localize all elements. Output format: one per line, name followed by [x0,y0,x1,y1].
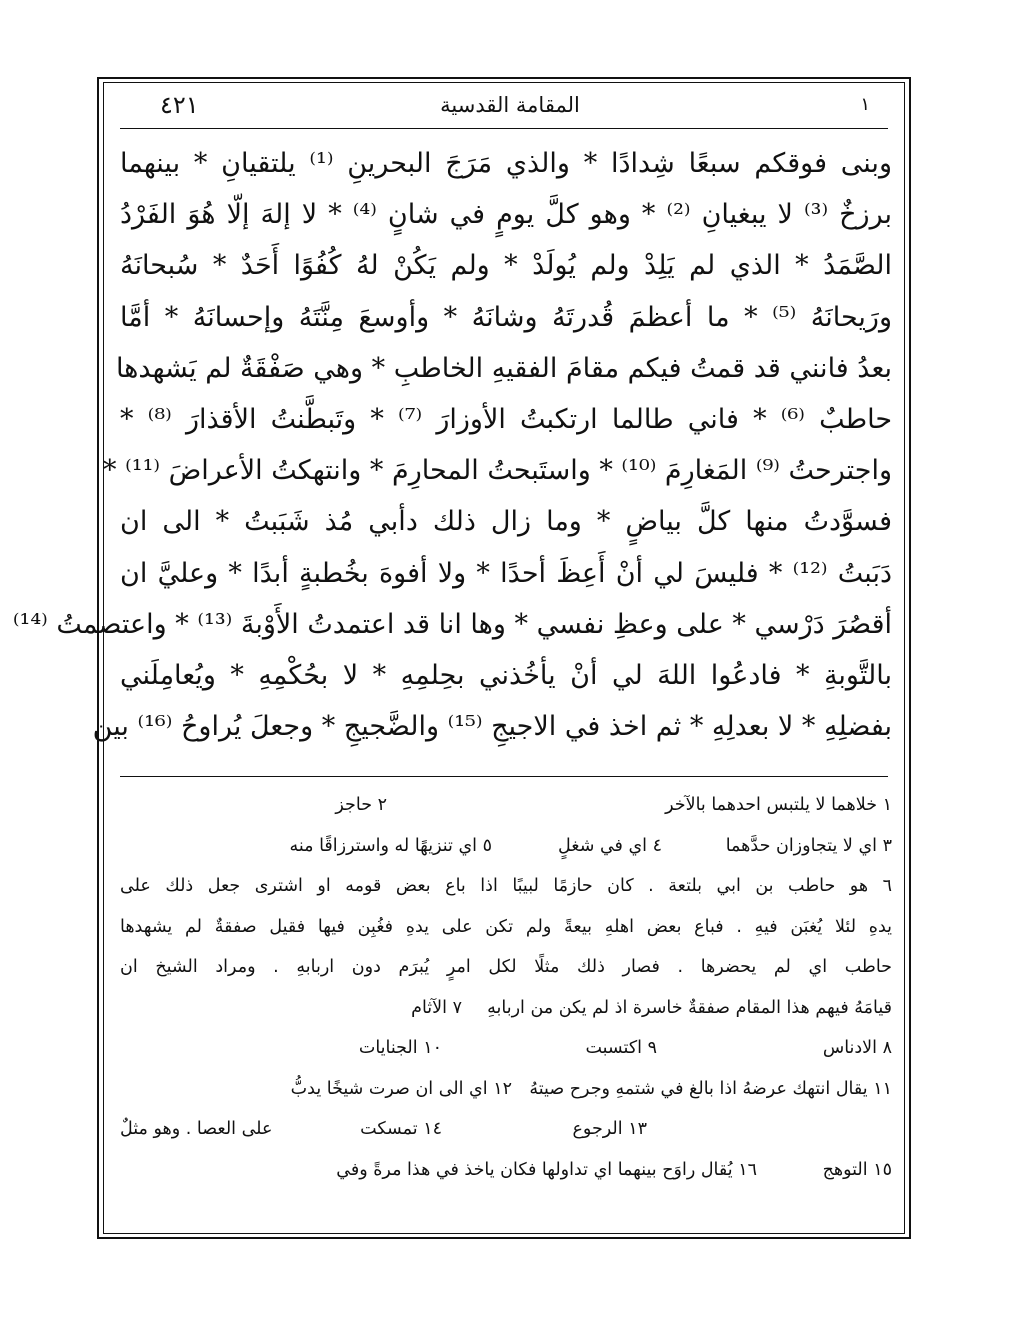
footnote-6-end: قيامَهُ فيهم هذا المقام صفقةٌ خاسرة اذ لم يكن من اربابهِ [487,997,892,1018]
footnote-1: ١ خلاهما لا يلتبس احدهما بالآخر [665,795,892,815]
footnotes [120,785,892,1190]
text-line: فسوَّدتُ منها كلَّ بياضٍ * وما زال ذلك دأبي مُذ شَبَبتُ * الى ان [120,506,892,538]
footnote-3: ٣ اي لا يتجاوزان حدَّهما [725,835,892,856]
page-number: ٤٢١ [160,91,199,119]
footnote-9: ٩ اكتسبت [585,1038,657,1058]
text-line: دَبَبتُ ⁽¹²⁾ * فليسَ لي أنْ أَعِظَ أحدًا * ولا أفوهَ بخُطبةٍ أبدًا * وعليَّ ان [120,557,892,589]
footnote-line [120,1150,892,1191]
text-line: واجترحتُ ⁽⁹⁾ المَغارِمَ ⁽¹⁰⁾ * واستَبحتُ المحارِمَ * وانتهكتُ الأعراضَ ⁽¹¹⁾ * [103,455,892,487]
footnote-line [120,826,892,867]
footnote-line [120,785,892,826]
footnote-11: ١١ يقال انتهك عرضهُ اذا بالغ في شتمهِ وجرح صيتهُ [529,1078,892,1099]
footnote-6: ٦ هو حاطب بن ابي بلتعة . كان حازمًا لبيبًا اذا باع بعض قومه او اشترى جعل ذلك على [120,876,892,896]
footnote-12-cont: على العصا . وهو مثلٌ [120,1119,273,1139]
text-line: أقصُرَ دَرْسي * على وعظِ نفسي * وها انا قد اعتمدتُ الأَوْبةَ ⁽¹³⁾ * واعتصمتُ ⁽¹⁴⁾ [12,608,892,640]
footnote-2: ٢ حاجز [335,795,387,815]
text-line: الصَّمَدُ * الذي لم يَلِدْ ولم يُولَدْ * ولم يَكُنْ لهُ كُفُوًا أَحَدٌ * سُبحانَهُ [120,250,892,282]
text-line: برزخٌ ⁽³⁾ لا يبغيانِ ⁽²⁾ * وهو كلَّ يومٍ في شانٍ ⁽⁴⁾ * لا إلهَ إلّا هُوَ الفَرْدُ [120,199,892,231]
footnote-8: ٨ الادناس [822,1038,892,1058]
page-marker: ١ [860,94,870,115]
footnote-line [120,1028,892,1069]
running-title: المقامة القدسية [440,93,580,117]
header-rule [120,128,888,129]
footnote-15: ١٥ التوهج [822,1159,892,1180]
text-line: بعدُ فانني قد قمتُ فيكم مقامَ الفقيهِ الخاطبِ * وهي صَفْقَةٌ لم يَشهدها [115,352,892,384]
footnote-line [120,988,892,1029]
footnote-4: ٤ اي في شغلٍ [558,835,662,856]
text-line: حاطبٌ ⁽⁶⁾ * فاني طالما ارتكبتُ الأوزارَ ⁽⁷⁾ * وتَبطَّنتُ الأقذارَ ⁽⁸⁾ * [120,403,893,435]
footnote-12: ١٢ اي الى ان صرت شيخًا يدبُّ [290,1078,512,1099]
text-line: بالتَّوبةِ * فادعُوا اللهَ لي أنْ يأخُذني بحِلمِهِ * لا بحُكْمِهِ * ويُعامِلَني [120,659,892,691]
text-line: ورَيحانَهُ ⁽⁵⁾ * ما أعظمَ قُدرتَهُ وشانَهُ * وأوسعَ مِنَّتَهُ وإحسانَهُ * أمَّا [120,301,892,333]
footnote-14: ١٤ تمسكت [360,1119,442,1139]
footnote-16: ١٦ يُقال راوَح بينهما اي تداولها فكان ياخذ في هذا مرةً وفي [336,1159,757,1180]
page-header [130,90,890,120]
footnote-13: ١٣ الرجوع [572,1119,647,1139]
text-line: وبنى فوقكم سبعًا شِدادًا * والذي مَرَجَ البحرينِ ⁽¹⁾ يلتقيانِ * بينهما [120,148,892,179]
footnote-line [120,1109,892,1150]
footnote-6-cont: يدهِ لئلا يُغبَن فيهِ . فباع بعض اهلهِ بيعةً ولم تكن على يدهِ فغُبِن فيها فقيل صفقةٌ لم يشهدها [120,916,892,937]
footnote-6-cont: حاطب اي لم يحضرها . فصار ذلك مثلًا لكل امرٍ يُبرَم دون اربابهِ . ومراد الشيخ ان [120,957,892,977]
footnote-line [120,1069,892,1110]
footnote-10: ١٠ الجنايات [358,1038,442,1058]
main-text [12,138,893,752]
footnote-5: ٥ اي تنزيهًا له واسترزاقًا منه [289,835,492,856]
footnote-7: ٧ الآثام [411,997,462,1018]
text-line: بفضلِهِ * لا بعدلِهِ * ثم اخذ في الاجيجِ ⁽¹⁵⁾ والضَّجيجِ * وجعلَ يُراوحُ ⁽¹⁶⁾ بين [92,711,892,743]
footnote-rule [120,776,888,777]
